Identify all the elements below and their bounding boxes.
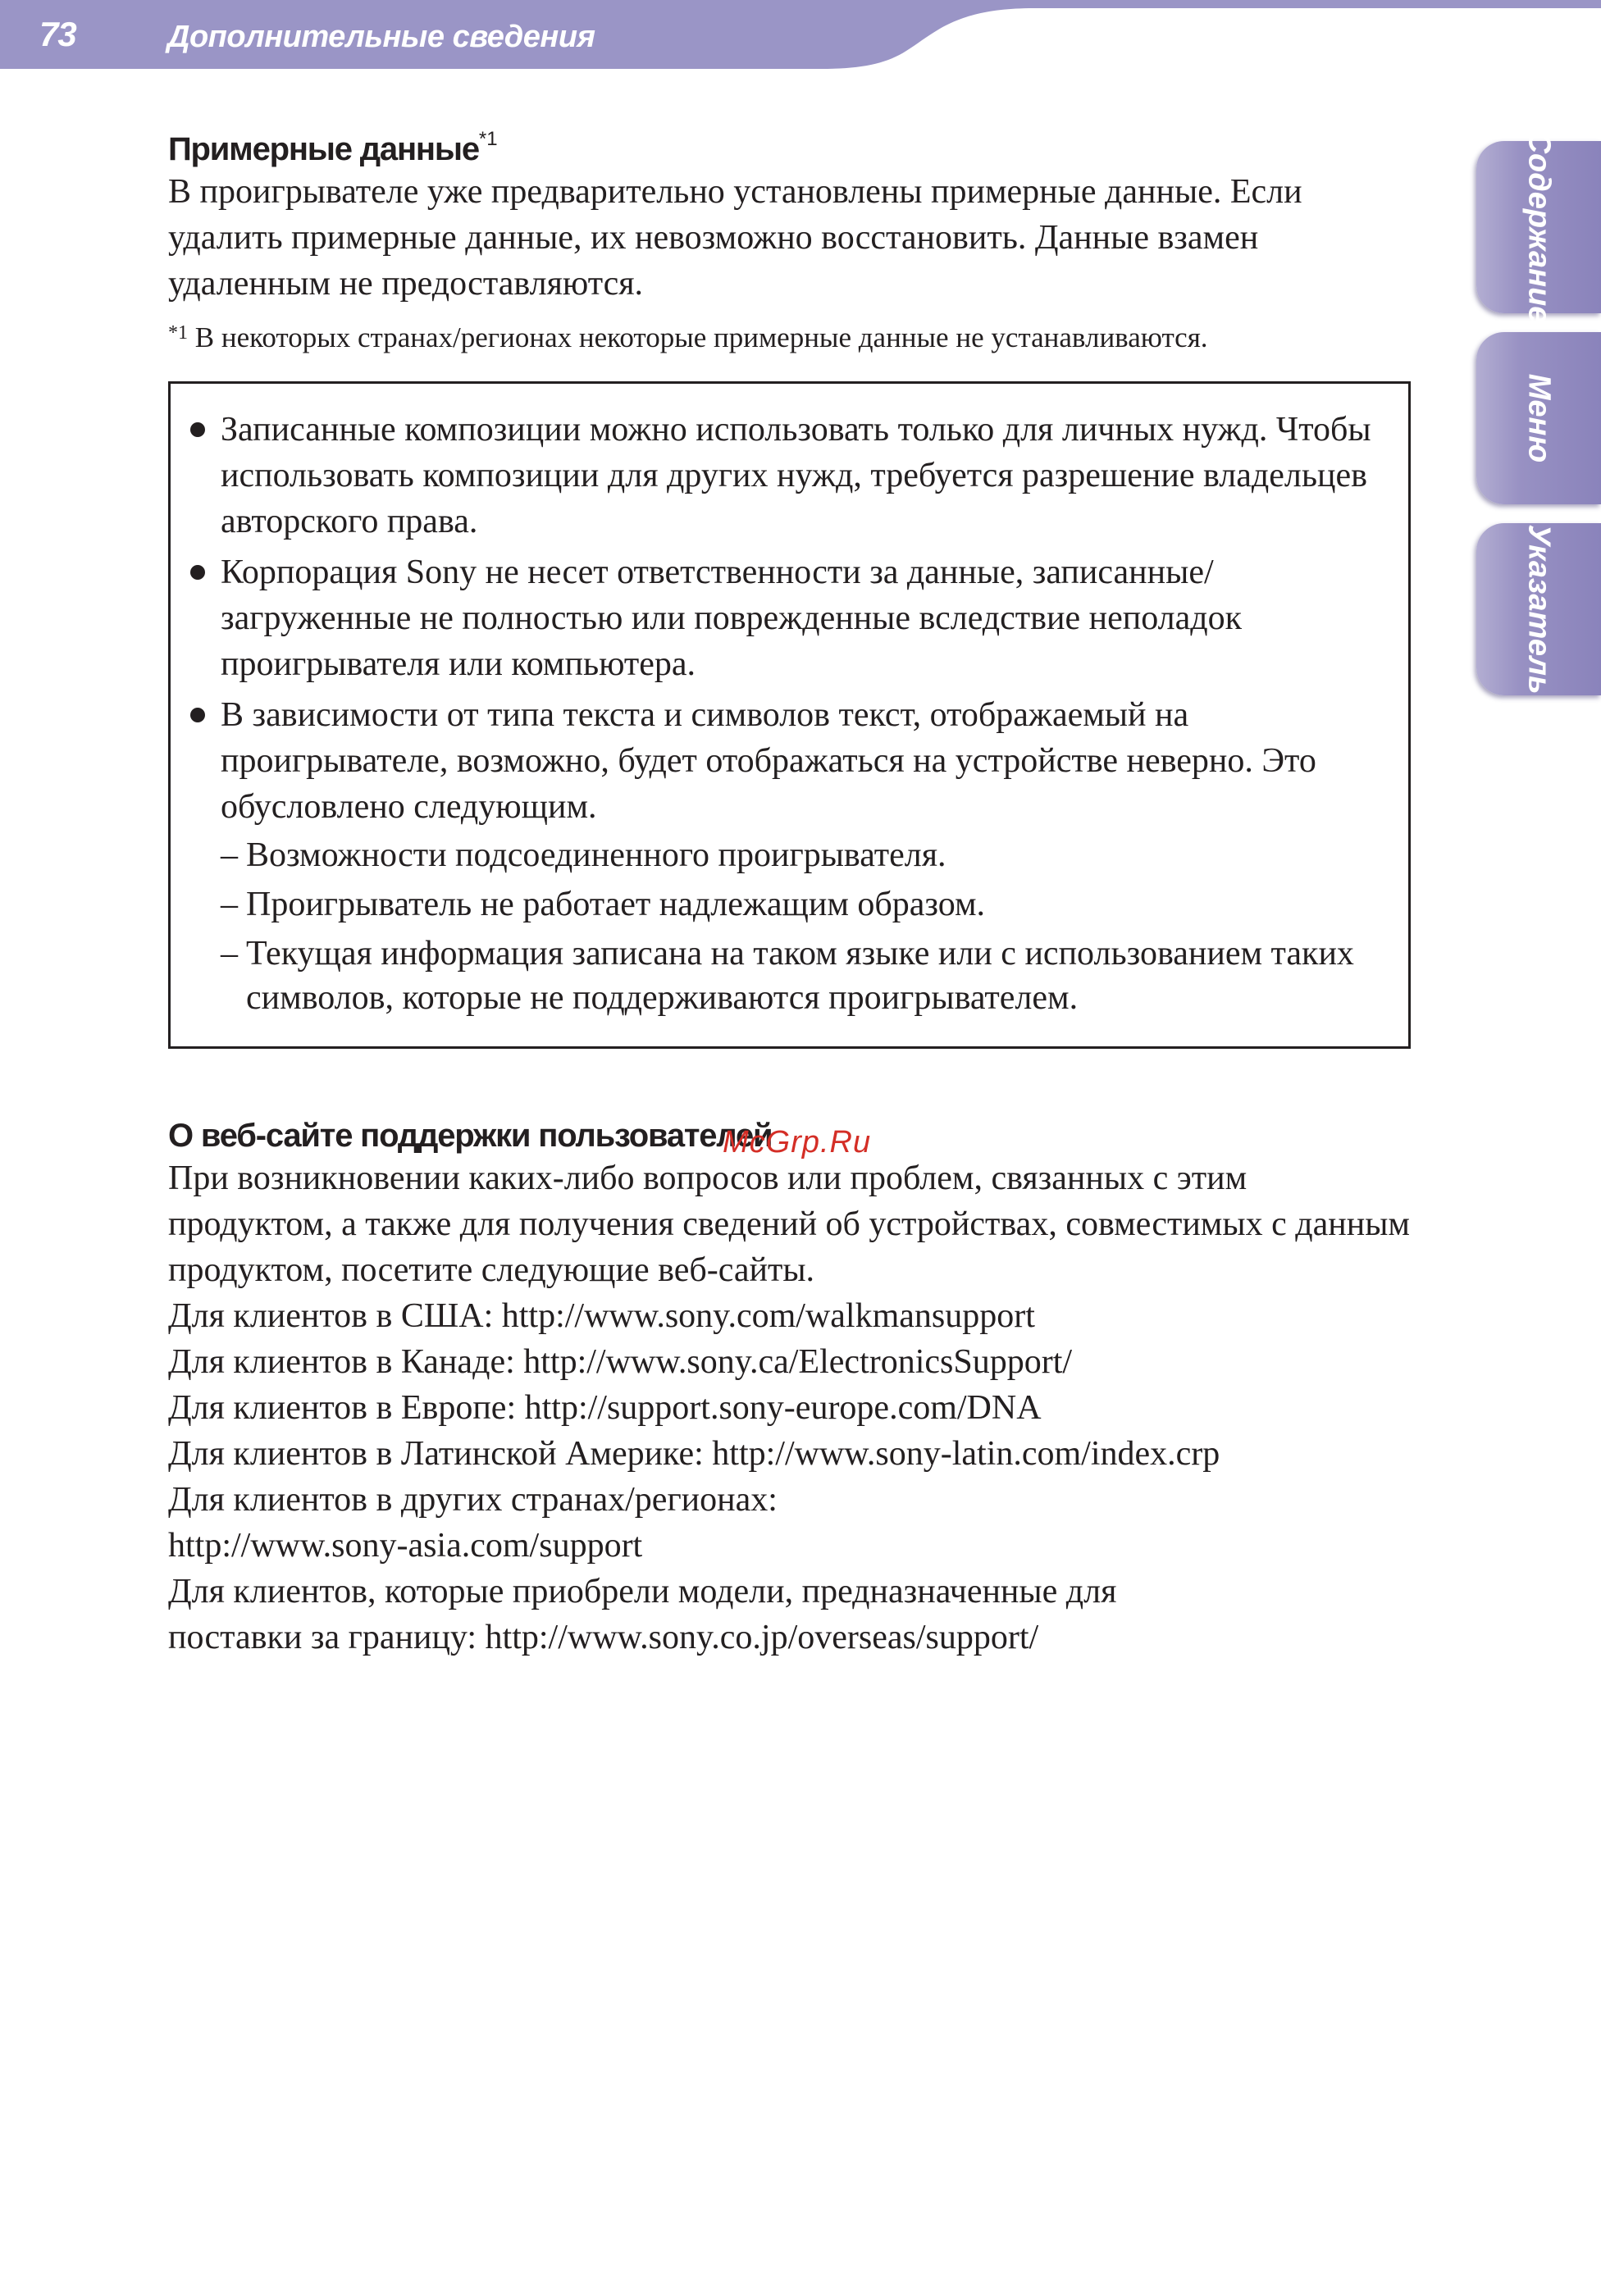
section-title: Дополнительные сведения (167, 20, 595, 54)
notice-item-text: В зависимости от типа текста и символов текст, отображаемый на проигрывателе, возможно, будет отображаться на устройстве неверно. Это обусловлено следующим. (221, 696, 1316, 826)
notice-sub-item-text: Текущая информация записана на таком языке или с использованием таких символов, которые не поддерживаются проигрывателем. (246, 935, 1354, 1017)
dash-icon: – (221, 836, 238, 874)
support-line: Для клиентов в США: http://www.sony.com/walkmansupport (168, 1297, 1035, 1335)
bullet-icon (190, 565, 205, 580)
footnote-text: В некоторых странах/регионах некоторые примерные данные не устанавливаются. (194, 321, 1208, 353)
notice-item-text: Корпорация Sony не несет ответственности за данные, записанные/загруженные не полностью или поврежденные вследствие неполадок проигрывателя или компьютера. (221, 554, 1243, 683)
page-number: 73 (39, 15, 76, 53)
tab-contents-label: Содержание (1521, 130, 1557, 324)
notice-sub-item (221, 882, 1384, 927)
tab-contents[interactable] (1476, 130, 1601, 324)
notice-sub-list (221, 833, 1384, 1020)
sample-data-heading-text: Примерные данные (168, 131, 479, 167)
support-intro: При возникновении каких-либо вопросов или проблем, связанных с этим продуктом, а также для получения сведений об устройствах, совместимых с данным продуктом, посетите следующие веб-сайты. (168, 1159, 1411, 1289)
support-line: Для клиентов в других странах/регионах: (168, 1481, 778, 1519)
main-content (168, 130, 1415, 1660)
notice-box (168, 381, 1411, 1049)
tab-index-label: Указатель (1521, 524, 1557, 695)
notice-sub-item-text: Проигрыватель не работает надлежащим образом. (246, 886, 986, 923)
support-line: Для клиентов в Европе: http://support.sony-europe.com/DNA (168, 1389, 1042, 1427)
sample-data-heading-mark: *1 (478, 128, 498, 150)
bullet-icon (190, 708, 205, 722)
notice-item-text: Записанные композиции можно использовать только для личных нужд. Чтобы использовать композиции для других нужд, требуется разрешение владельцев авторского права. (221, 411, 1371, 540)
notice-item (189, 549, 1384, 687)
support-line: поставки за границу: http://www.sony.co.jp/overseas/support/ (168, 1619, 1039, 1656)
notice-sub-item (221, 932, 1384, 1020)
notice-sub-item-text: Возможности подсоединенного проигрывателя. (246, 836, 946, 874)
footnote-mark: *1 (168, 322, 188, 344)
support-line: Для клиентов в Латинской Америке: http://www.sony-latin.com/index.crp (168, 1435, 1220, 1473)
support-heading: О веб-сайте поддержки пользователей (168, 1118, 773, 1154)
tab-menu[interactable] (1476, 332, 1601, 504)
tab-index[interactable] (1476, 523, 1601, 695)
watermark: McGrp.Ru (723, 1125, 872, 1159)
support-line: Для клиентов в Канаде: http://www.sony.ca/ElectronicsSupport/ (168, 1343, 1073, 1381)
sample-data-body: В проигрывателе уже предварительно установлены примерные данные. Если удалить примерные данные, их невозможно восстановить. Данные взамен удаленным не предоставляются. (168, 173, 1302, 303)
sample-data-heading (168, 130, 1415, 169)
support-line: Для клиентов, которые приобрели модели, предназначенные для (168, 1573, 1117, 1610)
notice-item (189, 407, 1384, 544)
support-line: http://www.sony-asia.com/support (168, 1527, 643, 1565)
dash-icon: – (221, 886, 238, 923)
dash-icon: – (221, 935, 238, 973)
bullet-icon (190, 422, 205, 437)
sample-data-footnote (168, 318, 1415, 357)
notice-item (189, 692, 1384, 1020)
notice-sub-item (221, 833, 1384, 877)
tab-menu-label: Меню (1521, 373, 1557, 463)
